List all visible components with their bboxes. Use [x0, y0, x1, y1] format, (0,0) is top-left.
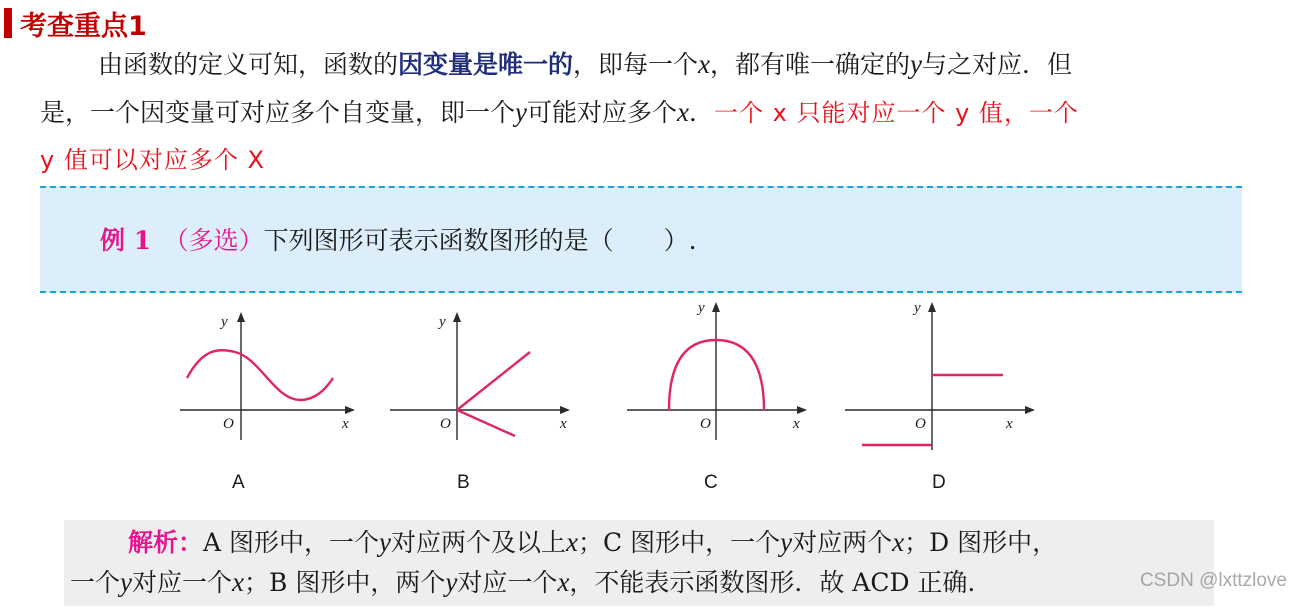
origin-label: O	[440, 416, 451, 432]
text-run: ；C 图形中，一个	[578, 528, 781, 557]
intro-line-1	[40, 40, 1293, 89]
variable-x: x	[232, 567, 244, 597]
x-label: x	[560, 416, 567, 432]
text-run: ，不能表示函数图形．故 ACD 正确.	[569, 568, 976, 597]
origin-label: O	[223, 416, 234, 432]
y-label: y	[439, 314, 446, 330]
red-note: 一个 x 只能对应一个 y 值，一个	[714, 99, 1079, 127]
graph-b	[385, 300, 580, 500]
origin-label: O	[700, 416, 711, 432]
intro-line-2	[40, 88, 1270, 137]
x-axis-arrow	[345, 406, 355, 414]
text-run: 对应两个	[792, 528, 893, 557]
example-type: （多选）	[176, 226, 264, 255]
emphasis-text: 因变量是唯一的	[398, 50, 574, 79]
section-heading	[4, 6, 147, 40]
graph-caption: B	[457, 472, 470, 493]
x-axis-arrow	[797, 406, 807, 414]
text-run: 与之对应．但	[922, 50, 1073, 79]
function-curve	[187, 350, 333, 400]
analysis-label: 解析：	[128, 528, 204, 557]
y-axis-arrow	[237, 312, 245, 322]
y-axis-arrow	[712, 302, 720, 312]
variable-x: x	[892, 527, 905, 557]
y-label: y	[914, 300, 921, 316]
graph-c	[622, 290, 817, 500]
variable-x: x	[557, 567, 570, 597]
graph-caption: D	[932, 472, 946, 493]
text-run: 对应一个	[457, 568, 558, 597]
variable-x: x	[698, 49, 711, 79]
lower-ray	[457, 410, 515, 436]
graph-caption: A	[232, 472, 245, 493]
graph-caption: C	[704, 472, 718, 493]
example-question-text: 下列图形可表示函数图形的是（ ）.	[263, 226, 697, 255]
x-axis-arrow	[1025, 406, 1035, 414]
variable-y: y	[445, 567, 458, 597]
analysis-line-2	[70, 562, 975, 603]
variable-y: y	[515, 97, 527, 127]
variable-y: y	[910, 49, 923, 79]
text-run: ，即每一个	[573, 50, 699, 79]
example-label: 例 1	[100, 226, 152, 255]
y-label: y	[221, 314, 228, 330]
y-axis-arrow	[453, 312, 461, 322]
watermark: CSDN @lxttzlove	[1139, 570, 1287, 591]
intro-line-3	[40, 136, 1270, 184]
text-run: 对应一个	[132, 568, 233, 597]
red-note: y 值可以对应多个 X	[40, 146, 265, 174]
text-run: 由函数的定义可知，函数的	[98, 50, 399, 79]
y-axis-arrow	[928, 302, 936, 312]
variable-x: x	[566, 527, 579, 557]
variable-x: x	[677, 97, 689, 127]
y-label: y	[698, 300, 705, 316]
x-label: x	[793, 416, 800, 432]
graph-d	[840, 290, 1045, 500]
text-run: ．	[689, 98, 715, 127]
text-run: ；D 图形中，	[904, 528, 1058, 557]
analysis-line-1	[70, 522, 1057, 563]
text-run: ；B 图形中，两个	[244, 568, 446, 597]
example-question	[100, 224, 697, 258]
graph-a	[175, 300, 365, 500]
variable-y: y	[379, 527, 392, 557]
variable-y: y	[120, 567, 132, 597]
variable-y: y	[780, 527, 793, 557]
x-label: x	[342, 416, 349, 432]
text-run: 对应两个及以上	[391, 528, 567, 557]
text-run: A 图形中，一个	[203, 528, 380, 557]
heading-marker	[4, 8, 12, 38]
text-run: ，都有唯一确定的	[710, 50, 911, 79]
x-axis-arrow	[560, 406, 570, 414]
upper-ray	[457, 352, 530, 410]
text-run: 一个	[70, 568, 121, 597]
x-label: x	[1006, 416, 1013, 432]
heading-title: 考查重点1	[20, 10, 147, 42]
origin-label: O	[915, 416, 926, 432]
text-run: 是，一个因变量可对应多个自变量，即一个	[40, 98, 516, 127]
text-run: 可能对应多个	[527, 98, 678, 127]
